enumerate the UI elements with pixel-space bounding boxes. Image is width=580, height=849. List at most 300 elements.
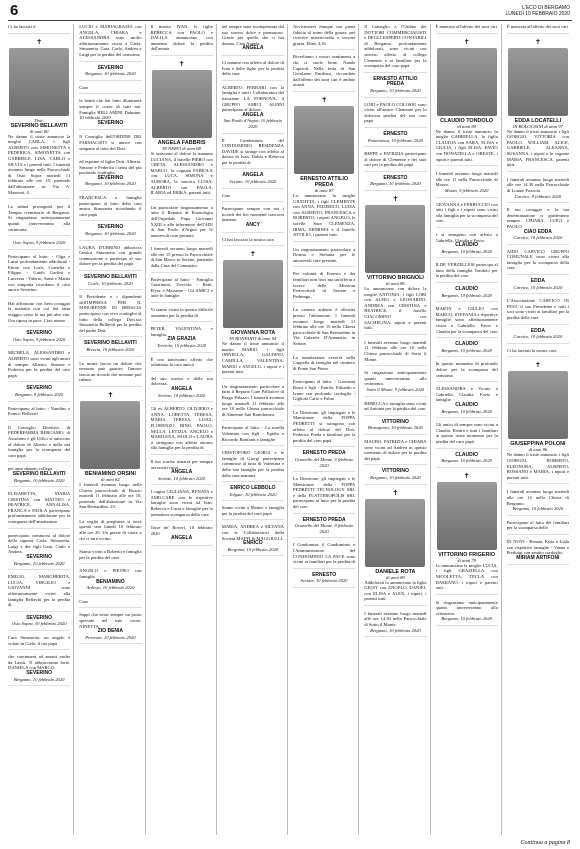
cross-icon: ✝ (249, 250, 256, 259)
notice-text: In questo momento di profondo dolore per la scomparsa del carissimo (435, 361, 498, 378)
condolence-notice (8, 406, 70, 421)
condolence-notice (79, 98, 141, 130)
portrait-photo (437, 482, 497, 550)
notice-name: ERNESTO PREDA (302, 516, 346, 523)
notice-place-date: Bergamo, 10 febbraio 2020 (370, 627, 421, 633)
page-number: 6 (10, 2, 19, 19)
deceased-name: GIOVANNA ROTA (230, 330, 276, 337)
notice-place-date: Mozzo, 9 febbraio 2020 (444, 187, 489, 193)
obituary-notice (436, 38, 498, 167)
notice-name: VITTORINO (381, 468, 409, 475)
cross-icon: ✝ (178, 59, 185, 68)
condolence-notice (364, 611, 426, 637)
notice-name: ANGELA (171, 535, 193, 542)
notice-place-date: Osio Sopra, 9 febbraio 2020 (12, 336, 66, 342)
notice-place-date: San Paolo d'Argon, 10 febbraio 2020 (223, 118, 283, 129)
notice-text: Sappi che avrai sempre un posto speciale nel mio cuore. NINETTA (79, 612, 142, 629)
condolence-notice (293, 307, 355, 350)
notice-text: Partecipano al lutto: - La sorella Valentina con figli - Egidio e Riccardo Bonfanti e famiglie (221, 425, 284, 442)
condolence-notice (79, 225, 141, 240)
notice-text: Il Condominio del CONDOMINIO RESIDENZA DAVIDE si stringe con affetto al dolore di Ivan, Dalila e Rebecca per la perdita di (221, 137, 284, 165)
condolence-notice (8, 654, 70, 686)
condolence-notice (222, 486, 284, 501)
condolence-notice (79, 245, 141, 271)
notice-text: Partecipano al lutto: - Famiglia Giustinoni, Treviolo - Betti, Elyse e Massimo - Gli AMICI e tutte le famiglie (150, 276, 213, 299)
deceased-name: CLAUDIO TONDOLO (440, 117, 494, 124)
obituary-notice (364, 489, 426, 606)
notice-name: ERNESTO (383, 174, 408, 181)
condolence-notice (293, 518, 355, 539)
column-3 (151, 24, 217, 835)
condolence-notice (79, 66, 141, 81)
notice-name: EDDA (530, 278, 545, 285)
condolence-notice (222, 193, 284, 203)
notice-place-date: Treviolo, 10 febbraio 2020 (157, 343, 207, 348)
notice-text: Il marito IVAN, le figlie REBECCA con PAOLO e DALILA annunciano con immenso dolore la perdita dell'amata (150, 24, 213, 52)
cross-icon: ✝ (534, 37, 541, 46)
notice-place-date: Seriate, 10 febbraio 2020 (158, 392, 206, 398)
notice-text: Avvicinatevi dunque con piena fiducia al trono della grazia, per ricevere misericordia e trovare grazia. Ebrei 4,16 (293, 24, 356, 46)
notice-place-date: Grumello del Monte, 9 febbraio 2020 (294, 456, 354, 468)
notice-name: ERNESTO (383, 130, 408, 137)
portrait-photo (152, 70, 212, 138)
condolence-notice (151, 357, 213, 372)
notice-text: Ne danno il triste annuncio i figli GIORGIO, ROBERTO, ELEONORA, ALBERTO, ROSSANO e MARIA, i nipoti e parenti tutti. (506, 452, 569, 480)
condolence-notice (293, 542, 355, 568)
deceased-age: di anni 86 (386, 281, 405, 287)
notice-text: I Condomini, il Condominio e l'Amministratore del CONDOMINIO LA PACE sono vicini ai familiari per la perdita di (293, 542, 356, 565)
notice-text: Un particolare ringraziamento a tutto il Reparto di Ematologia dell'Ospedale Papa Giovanni XXIII e alle infermiere dell'ADI di San Paolo d'Argon per le amorevoli cure prestate. (150, 204, 213, 238)
notice-place-date: Bergamo, 10 febbraio 2020 (370, 474, 421, 480)
notice-name: ERNESTO PREDA (302, 450, 346, 457)
notice-place-date: Bergamo, 10 febbraio 2020 (227, 546, 279, 552)
condolence-notice (151, 277, 213, 303)
notice-place-date: Bergamo, 10 febbraio 2020 (13, 560, 65, 566)
portrait-photo (294, 106, 354, 174)
notice-name: CLAUDIO (455, 401, 479, 408)
condolence-notice (436, 342, 498, 357)
condolence-notice (79, 195, 141, 221)
notice-text: Un ringraziamento particolare a Dorina e Stefania per le amorevoli cure prestate. (293, 246, 356, 263)
notice-name: ENRICO LEBBOLO (230, 485, 276, 492)
notice-text: Ci ha lasciati il (8, 24, 36, 29)
condolence-notice (222, 384, 284, 422)
deceased-name: ERNESTO ATTILIO PREDA (300, 175, 349, 188)
notice-name: CLAUDIO (455, 286, 479, 293)
condolence-notice (8, 386, 70, 401)
notice-text: I funerali avranno luogo nella Chiesa parrocchiale di Boario martedì 11 febbraio alle ore 10, partendo dall'abitazione in Via San Bernardino, 23. (79, 481, 142, 510)
notice-text: AIDO CARVICO GRUPPO COMUNALE sono vicini alla famiglia per la scomparsa della cara (506, 248, 569, 271)
portrait-photo (80, 401, 140, 469)
condolence-notice (293, 451, 355, 472)
notice-text: del suo sorriso e della sua dolcezza. (150, 375, 213, 387)
notice-text: Riverliamo i nostri sentimenti a chi ci vuole bene. Natale Caprioli. Nella festa di San Gerolamo Emiliani, circondato dall'affetto dei suoi cari è andato avanti (293, 54, 356, 88)
notice-place-date: Bergamo, 10 febbraio 2020 (13, 477, 65, 483)
notice-text: Partecipano al lutto: - Giovanni Rossi e figli - Emilio, Edoardo e Ivano con profondo cordoglio - Gigliola Carlo e Fabio (293, 379, 356, 402)
notice-text: La veglia di preghiera si terrà questa sera lunedì 10 febbraio alle ore 20. Un grazie di cuore a chi ci sarà vicino. (79, 518, 142, 541)
condolence-notice (436, 262, 498, 283)
condolence-notice (8, 240, 70, 250)
notice-name: ERNESTO (312, 571, 337, 578)
newspaper-date: LUNEDÌ 10 FEBBRAIO 2020 (505, 11, 570, 17)
notice-text: Un ringraziamento particolare a tutto il Reparto Cure Palliative di Borgo Palazzo. I funerali avranno luogo martedì 11 febbraio alle ore 10 nella Chiesa parrocchiale di Almenno San Bartolomeo. (221, 383, 284, 417)
notice-text: Ne danno il triste annuncio la moglie CARLA, i figli ALBERTO con SIMONETTA e FEDERICA, SIMONETTA con GABRIELE, LISA, CARLO e SILVIA e i parenti tutti. I funerali avranno luogo nella Parrocchiale di Osio Sopra martedì 11 febbraio alle ore 10, partendo dall'abitazione in Via A. Mazzoni, 4. (8, 133, 71, 195)
notice-text: Ci hai lasciato la nostra cara (221, 236, 274, 242)
notice-name: SEVERINO (26, 554, 53, 561)
notice-text: L'Associazione CARVICO IN FEST, il suo Presidente e tutti i soci sono vicini ai familiari per la perdita della cara (506, 298, 569, 321)
notice-text: e si stringono con affetto a Gabriella, Claudia e Favio. (435, 231, 498, 243)
columns-container (8, 24, 572, 835)
notice-name: SEVERINO (26, 385, 53, 392)
condolence-notice (436, 422, 498, 448)
condolence-notice (222, 450, 284, 482)
notice-text: BEPPE e PATRIZIA partecipano al dolore di Clemente e dei suoi cari per la perdita del papà (364, 151, 427, 168)
deceased-name: SEVERINO BELLAVITI (10, 122, 68, 129)
obituary-notice (436, 472, 498, 595)
condolence-notice (507, 520, 569, 535)
portrait-photo (365, 499, 425, 567)
notice-text: I funerali avranno luogo martedì alle ore 10 nella Chiesa di Bergamo. (506, 489, 569, 506)
deceased-name: VITTORINO BRIGNOLI (366, 275, 424, 282)
notice-text: MARTA e GIULIO con MARCO, STEFANIA e rispettive famiglie sono affettuosamente vicini a Gabriella, Favio e Claudia per la scomparsa del caro (435, 306, 498, 334)
notice-place-date: Telgate, 10 febbraio 2020 (229, 491, 277, 497)
condolence-notice (79, 519, 141, 545)
notice-text: I cugini GIULIANA, RENATA e AMILCARE con le rispettive famiglie sono vicini ad Ivan, Rebecca e Lucia e famiglie per la prematura scomparsa della cara (150, 489, 213, 517)
condolence-notice (79, 361, 141, 387)
title-prefix: Dott. (34, 117, 44, 123)
notice-place-date: Bergamo, 10 febbraio 2020 (441, 408, 492, 414)
condolence-notice (79, 294, 141, 337)
notice-name: MIRIAM ARTIFONI (516, 554, 560, 561)
notice-name: ZIA GRAZIA (167, 336, 196, 343)
notice-text: Il Presidente e i dipendenti dell'IMPRESA PER IL MINORENNE DI BRESCIA partecipano con vivo cordoglio al lutto della collega Dott.ssa Simonetta Bellaviti per la perdita del padre Dott. (79, 294, 142, 333)
notice-place-date: Osio Sopra, 9 febbraio 2020 (12, 240, 66, 246)
notice-name: CIAO EDDA (523, 228, 552, 235)
deceased-age: IN NERVI di anni 68 (162, 145, 201, 151)
notice-place-date: Seriate, 10 febbraio 2020 (158, 475, 206, 481)
deceased-age: di anni 96 (528, 447, 548, 453)
notice-name: SEVERINO (26, 669, 53, 676)
portrait-photo (365, 205, 425, 273)
condolence-notice (364, 151, 426, 172)
cross-icon: ✝ (36, 37, 43, 46)
deceased-age: di anni 82 (101, 476, 120, 482)
notice-place-date: Carvico, 10 febbraio 2020 (513, 334, 563, 340)
notice-text: CRISTOFORO GIORGI e le famiglie di Giorgi partecipano commosse al lutto di Valentina e della sua famiglia per la perdita della cara mamma (221, 450, 284, 478)
notice-name: SEVERINO (97, 64, 124, 71)
condolence-notice (151, 246, 213, 272)
continue-note: Continua a pagina 8 (520, 840, 570, 846)
obituary-notice (293, 96, 355, 242)
condolence-notice (293, 247, 355, 268)
notice-text: per anni stimato collega. (8, 466, 54, 472)
condolence-notice (293, 573, 355, 588)
condolence-notice (222, 524, 284, 556)
condolence-notice (507, 177, 569, 203)
notice-text: Lo annunciano la moglie LUCIA, i figli GRAZIELLA con NICOLETTA, TECLA con DAMIANO, i nipoti e parenti tutti. (435, 562, 498, 591)
notice-text: MARIA, ANDREA e SILVANA con le Collaboratrici della Società MAFFI & MAGGIULLI. (221, 524, 284, 541)
condolence-notice (8, 466, 70, 487)
notice-text: Ne danno il triste annuncio la moglie GABRIELLA, la figlia CLAUDIA con SARA, ELISA e GIULIA, i figli ELISA, FAVIO con DONATELLA e ORESTE, i nipoti e parenti tutti. (435, 128, 498, 162)
notice-place-date: Bergamo, 10 febbraio 2020 (441, 347, 492, 353)
notice-text: È mancato all'affetto dei suoi cari (435, 24, 498, 29)
notice-text: Gli amici di sempre sono vicini a Claudia, Elettra e tutti i familiari in questo triste momento per la perdita del caro papà (435, 422, 498, 444)
condolence-notice (222, 237, 284, 247)
notice-name: SEVERINO (26, 614, 53, 621)
notice-place-date: Pontenossa, 10 febbraio 2020 (367, 137, 423, 143)
notice-place-date: Bergamo, 10 febbraio 2020 (441, 616, 492, 622)
condolence-notice (364, 132, 426, 147)
notice-text: EMILIO, MARGHERITA, LUCIA, VIRGILIO e GIOVANNI sono affettuosamente vicini alla famiglia Bellaviti per la perdita di (8, 574, 71, 608)
notice-place-date: Bergamo, 10 febbraio 2020 (13, 676, 65, 682)
condolence-notice (364, 420, 426, 435)
condolence-notice (79, 599, 141, 609)
column-2 (79, 24, 145, 835)
obituary-notice (151, 60, 213, 200)
notice-text: Ciao (79, 84, 88, 90)
deceased-name: VITTORINO FRIGERIO (438, 551, 496, 558)
condolence-notice (8, 301, 70, 327)
condolence-notice (293, 410, 355, 448)
deceased-age: IN BONFANTI di anni 94 (229, 336, 277, 342)
notice-place-date: Brescia, 10 febbraio 2020 (86, 346, 135, 352)
condolence-notice (364, 176, 426, 191)
column-8 (507, 24, 572, 835)
notice-text: ALESSANDRA e Vicino a Gabriella, Claudia, Favio e famiglie. (435, 386, 498, 403)
deceased-name: BENIAMINO ORSINI (84, 470, 136, 477)
notice-place-date: Seriate, 10 febbraio 2020 (300, 578, 348, 584)
condolence-notice (507, 24, 569, 34)
condolence-notice (364, 102, 426, 128)
obituary-notice (507, 361, 569, 484)
condolence-notice (364, 370, 426, 396)
column-7 (436, 24, 502, 835)
notice-text: nel sempre stata ricompensata dal suo sorriso dolce e premuroso. Grazie per quello che ci hai donato. Ciao Angela. (221, 24, 284, 46)
notice-text: IN NOVI - Renata, Kiria e Liala con rispettive famiglie - Vanna e Pierluigi con sentito cordoglio (506, 538, 569, 556)
notice-name: BENIAMINO (96, 578, 125, 585)
condolence-notice (436, 202, 498, 228)
notice-text: I funerali avranno luogo martedì alle ore 15 presso la Parrocchiale di San Marco in Seriate, partendo dalla Casa del Commiato. (150, 246, 213, 269)
condolence-notice (364, 469, 426, 484)
notice-text: Per volontà di Ernesto e dei familiari non fiori ma un'offerta a favore delle Missioni Parrocchiali di Seriate e Pedrengo. (293, 271, 356, 299)
portrait-photo (508, 371, 568, 439)
condolence-notice (364, 439, 426, 465)
condolence-notice (151, 489, 213, 521)
portrait-photo (9, 48, 69, 116)
column-6 (364, 24, 430, 835)
notice-text: Il tuo coraggio e la tua determinazione ci guideranno sempre. CHIARA, LUIGI e PAOLO (506, 207, 569, 229)
condolence-notice (436, 361, 498, 382)
cross-icon: ✝ (392, 488, 399, 497)
condolence-notice (8, 331, 70, 346)
condolence-notice (79, 159, 141, 191)
notice-name: ANGELA (242, 111, 264, 118)
condolence-notice (8, 24, 70, 34)
notice-name: SEVERINO (97, 119, 124, 126)
notice-text: Ci uniamo con affetto al dolore di Ivan e delle figlie per la perdita della cara (221, 59, 284, 77)
cross-icon: ✝ (392, 195, 399, 204)
notice-text: Il Consiglio dell'ORDINE DEI FARMACISTI si unisce con simpatia al lutto del Dott. (79, 134, 142, 151)
column-5 (293, 24, 359, 835)
notice-text: Si ringraziano anticipatamente quanti interverranno alla cerimonia. (435, 599, 498, 616)
notice-place-date: Carvico, 10 febbraio 2020 (513, 235, 563, 241)
obituary-notice (507, 38, 569, 172)
notice-place-date: Seriate, 10 febbraio 2020 (229, 179, 277, 185)
notice-place-date: Brusaporto, 10 febbraio 2020 (367, 425, 423, 431)
cross-icon: ✝ (534, 361, 541, 370)
notice-place-date: Sotto il Monte, 9 febbraio 2020 (366, 386, 425, 392)
cross-icon: ✝ (321, 95, 328, 104)
column-1 (8, 24, 74, 835)
notice-name: ZIO BENIA (97, 628, 124, 635)
notice-place-date: Provezze, 10 febbraio 2020 (85, 634, 136, 640)
condolence-notice (8, 574, 70, 612)
notice-text: Siamo vicini a Matteo e famiglia per la perdita del caro papà (221, 505, 284, 516)
notice-place-date: Ardesio, 10 febbraio 2020 (86, 585, 135, 591)
notice-name: SEVERINO BELLAVITI (84, 274, 137, 280)
deceased-age: IN BOLOGNINI di anni 97 (512, 123, 563, 129)
condolence-notice (364, 24, 426, 73)
deceased-name: GIUSEPPINA POLONI (510, 441, 566, 448)
notice-text: la bontà che hai fatto illuminerà sempre il cuore di tutti noi. Famiglia BELLAMINI Dalmine, 10 febbraio 2020 (79, 98, 142, 121)
notice-name: CLAUDIO (455, 341, 479, 348)
newspaper-masthead (506, 5, 570, 17)
condolence-notice (8, 491, 70, 529)
notice-place-date: Bergamo, 10 febbraio 2020 (85, 231, 136, 237)
notice-text: Hai affrontato con fiero coraggio la malattia con cui hai fatto viaggio verso la tua più alta vita. Ora riposa in pace. Ciao nonno (8, 300, 71, 323)
notice-name: CLAUDIO (455, 451, 479, 458)
condolence-notice (507, 298, 569, 324)
condolence-notice (222, 206, 284, 232)
condolence-notice (8, 254, 70, 297)
column-4 (222, 24, 288, 835)
notice-name: EDDA (530, 327, 545, 334)
notice-text: Ci ha lasciati la nostra cara (506, 347, 557, 353)
condolence-notice (364, 77, 426, 98)
condolence-notice (8, 350, 70, 382)
condolence-notice (436, 287, 498, 302)
condolence-notice (293, 379, 355, 405)
notice-text: Ne danno il triste annuncio i figli GIORGIO, VITTORIA con PAOLO, WILLIAM, ALICE, GABRIELE, ALEANNA, SUSANNA, i nipoti e le cognate MARIA, FRANCESCA, parenti tutti. (506, 128, 569, 168)
condolence-notice (151, 459, 213, 485)
notice-text: Ne danno il triste annuncio il marito MARIO, i figli ORNELLA, GALDINO, CAMILLA, VALENTINA, MARIO e ANGELO, i nipoti e i parenti tutti. (221, 341, 284, 375)
condolence-notice (293, 54, 355, 92)
condolence-notice (507, 539, 569, 565)
notice-text: È con tantissimo affetto che salutiamo la cara amica (150, 356, 213, 368)
notice-text: che continuerà ad amarti anche da Lassù. Ti abbracciamo forte. DANIELA con MARCO. (8, 654, 71, 671)
notice-text: La tumulazione avverrà nella Cappella di famiglia nel cimitero di Ponte San Pietro. (293, 354, 356, 371)
condolence-notice (79, 612, 141, 644)
notice-place-date: Bergamo, 10 febbraio 2020 (441, 292, 492, 298)
notice-text: LORI e PAOLO COLOSIO sono vicini all'amico Clemente per la dolorosa perdita del suo caro papà (364, 101, 427, 124)
condolence-notice (436, 306, 498, 338)
condolence-notice (293, 476, 355, 514)
obituary-notice (222, 250, 284, 379)
condolence-notice (222, 173, 284, 188)
notice-text: Ciao (221, 192, 231, 198)
notice-text: È mancata all'affetto dei suoi cari (506, 24, 569, 29)
notice-name: SEVERINO BELLAVITI (12, 470, 66, 477)
notice-name: SEVERINO BELLAVITI (84, 340, 137, 347)
portrait-photo (223, 260, 283, 328)
notice-place-date: Bergamo, 10 febbraio 2020 (512, 506, 564, 512)
notice-text: MAURO, PATRIZIA e CHIARA sono vicini ad Andrea in questo momento di dolore per la perdita del papà (364, 438, 427, 461)
notice-text: I funerali avranno luogo martedì 11 febbraio alle ore 10 nella Chiesa parrocchiale di Sotto il Monte. (364, 339, 427, 362)
notice-name: ANGELA (171, 469, 193, 476)
condolence-notice (79, 24, 141, 62)
condolence-notice (364, 401, 426, 416)
deceased-age: di anni 89 (457, 123, 476, 129)
condolence-notice (151, 525, 213, 546)
notice-text: Partecipano al lutto: - Olga e Luisa profondamente addolorati - Ettore con Loris, Cornelia e Filippo - Guido Garlini e Lucrezia - Valerio, Anna e Mattia con simpatia ricordano il caro amico Severino (8, 253, 71, 293)
deceased-age: di anni 87 (314, 187, 334, 193)
notice-text: La salma proseguirà per il Tempio crematorio di Bergamo. Si ringraziano anticipatamente quanti interverranno alla cerimonia. (8, 204, 71, 232)
condolence-notice (507, 207, 569, 245)
notice-name: SEVERINO (97, 224, 124, 231)
notice-text: ANGELO e PIETRO con famiglia. (79, 568, 142, 580)
condolence-notice (507, 279, 569, 294)
condolence-notice (8, 533, 70, 571)
notice-text: I funerali avranno luogo martedì alle ore 11 nella Parrocchiale di Mozzo. (435, 171, 498, 188)
condolence-notice (151, 24, 213, 56)
notice-place-date: Grumello del Monte, 9 febbraio 2020 (294, 523, 354, 534)
condolence-notice (436, 24, 498, 34)
condolence-notice (8, 616, 70, 631)
condolence-notice (79, 568, 141, 594)
notice-name: ERNESTO ATTILIO PREDA (373, 75, 418, 88)
notice-text: Ciao (79, 598, 88, 604)
notice-place-date: Gorle, 10 febbraio 2020 (88, 280, 133, 286)
condolence-notice (507, 489, 569, 515)
notice-place-date: Bergamo, 10 febbraio 2020 (441, 458, 492, 464)
notice-place-date: Osio Sopra, 10 febbraio 2020 (11, 621, 67, 627)
page-header (8, 4, 572, 21)
condolence-notice (151, 406, 213, 455)
notice-name: ANCY (245, 222, 260, 229)
notice-text: ALBERTO FERRARI con la famiglia e tutti i Collaboratori del ristorante LA FORNOVA, il GRUPPO AMICI ALPINI partecipano al dolore. (221, 84, 284, 113)
condolence-notice (507, 329, 569, 344)
condolence-notice (293, 24, 355, 50)
condolence-notice (8, 635, 70, 650)
condolence-notice (79, 275, 141, 290)
notice-place-date: Bergamo, 10 febbraio 2020 (85, 71, 136, 77)
notice-text: PETER, VALENTINA e famiglia. (150, 326, 213, 337)
condolence-notice (222, 138, 284, 170)
condolence-notice (222, 60, 284, 81)
cross-icon: ✝ (463, 37, 470, 46)
notice-text: Si ringraziano anticipatamente quanti interverranno alla cerimonia. (364, 370, 427, 387)
notice-text: Cara Simonetta, un angelo è volato in Cielo, il tuo papà (8, 634, 71, 646)
notice-text: Partecipano al lutto: - Nandino e Franco Bellaviti (8, 405, 71, 417)
notice-place-date: Carvico, 9 febbraio 2020 (514, 193, 562, 199)
condolence-notice (293, 271, 355, 303)
notice-text: Il Consiglio Direttivo di FEDERFARMA BERGAMO, di Assofarm e gli Uffici si uniscono al dolore di Alberto e della sua famiglia per la scomparsa del caro papà (8, 424, 71, 458)
deceased-name: DANIELE ROTA (375, 568, 416, 575)
cross-icon: ✝ (463, 471, 470, 480)
notice-text: Siamo vicini a Roberto e famiglia per la perdita del caro (79, 549, 142, 560)
deceased-age: di anni 89 (386, 574, 405, 580)
notice-text: Il tuo sorriso rimarrà per sempre nei nostri cuori. (150, 458, 213, 470)
condolence-notice (436, 600, 498, 626)
notice-place-date: Bergamo, 10 febbraio 2020 (370, 87, 421, 93)
condolence-notice (222, 85, 284, 134)
condolence-notice (79, 341, 141, 356)
condolence-notice (79, 85, 141, 95)
notice-text: Partecipano al lutto dei familiari per la scomparsa della (506, 519, 569, 531)
condolence-notice (222, 24, 284, 56)
condolence-notice (222, 505, 284, 520)
notice-text: Addolorati lo annunciano la figlia GIUSY con ANGELO, DANIEL con ELISA e ALEX, i nipoti, i parenti tutti. (364, 579, 427, 602)
